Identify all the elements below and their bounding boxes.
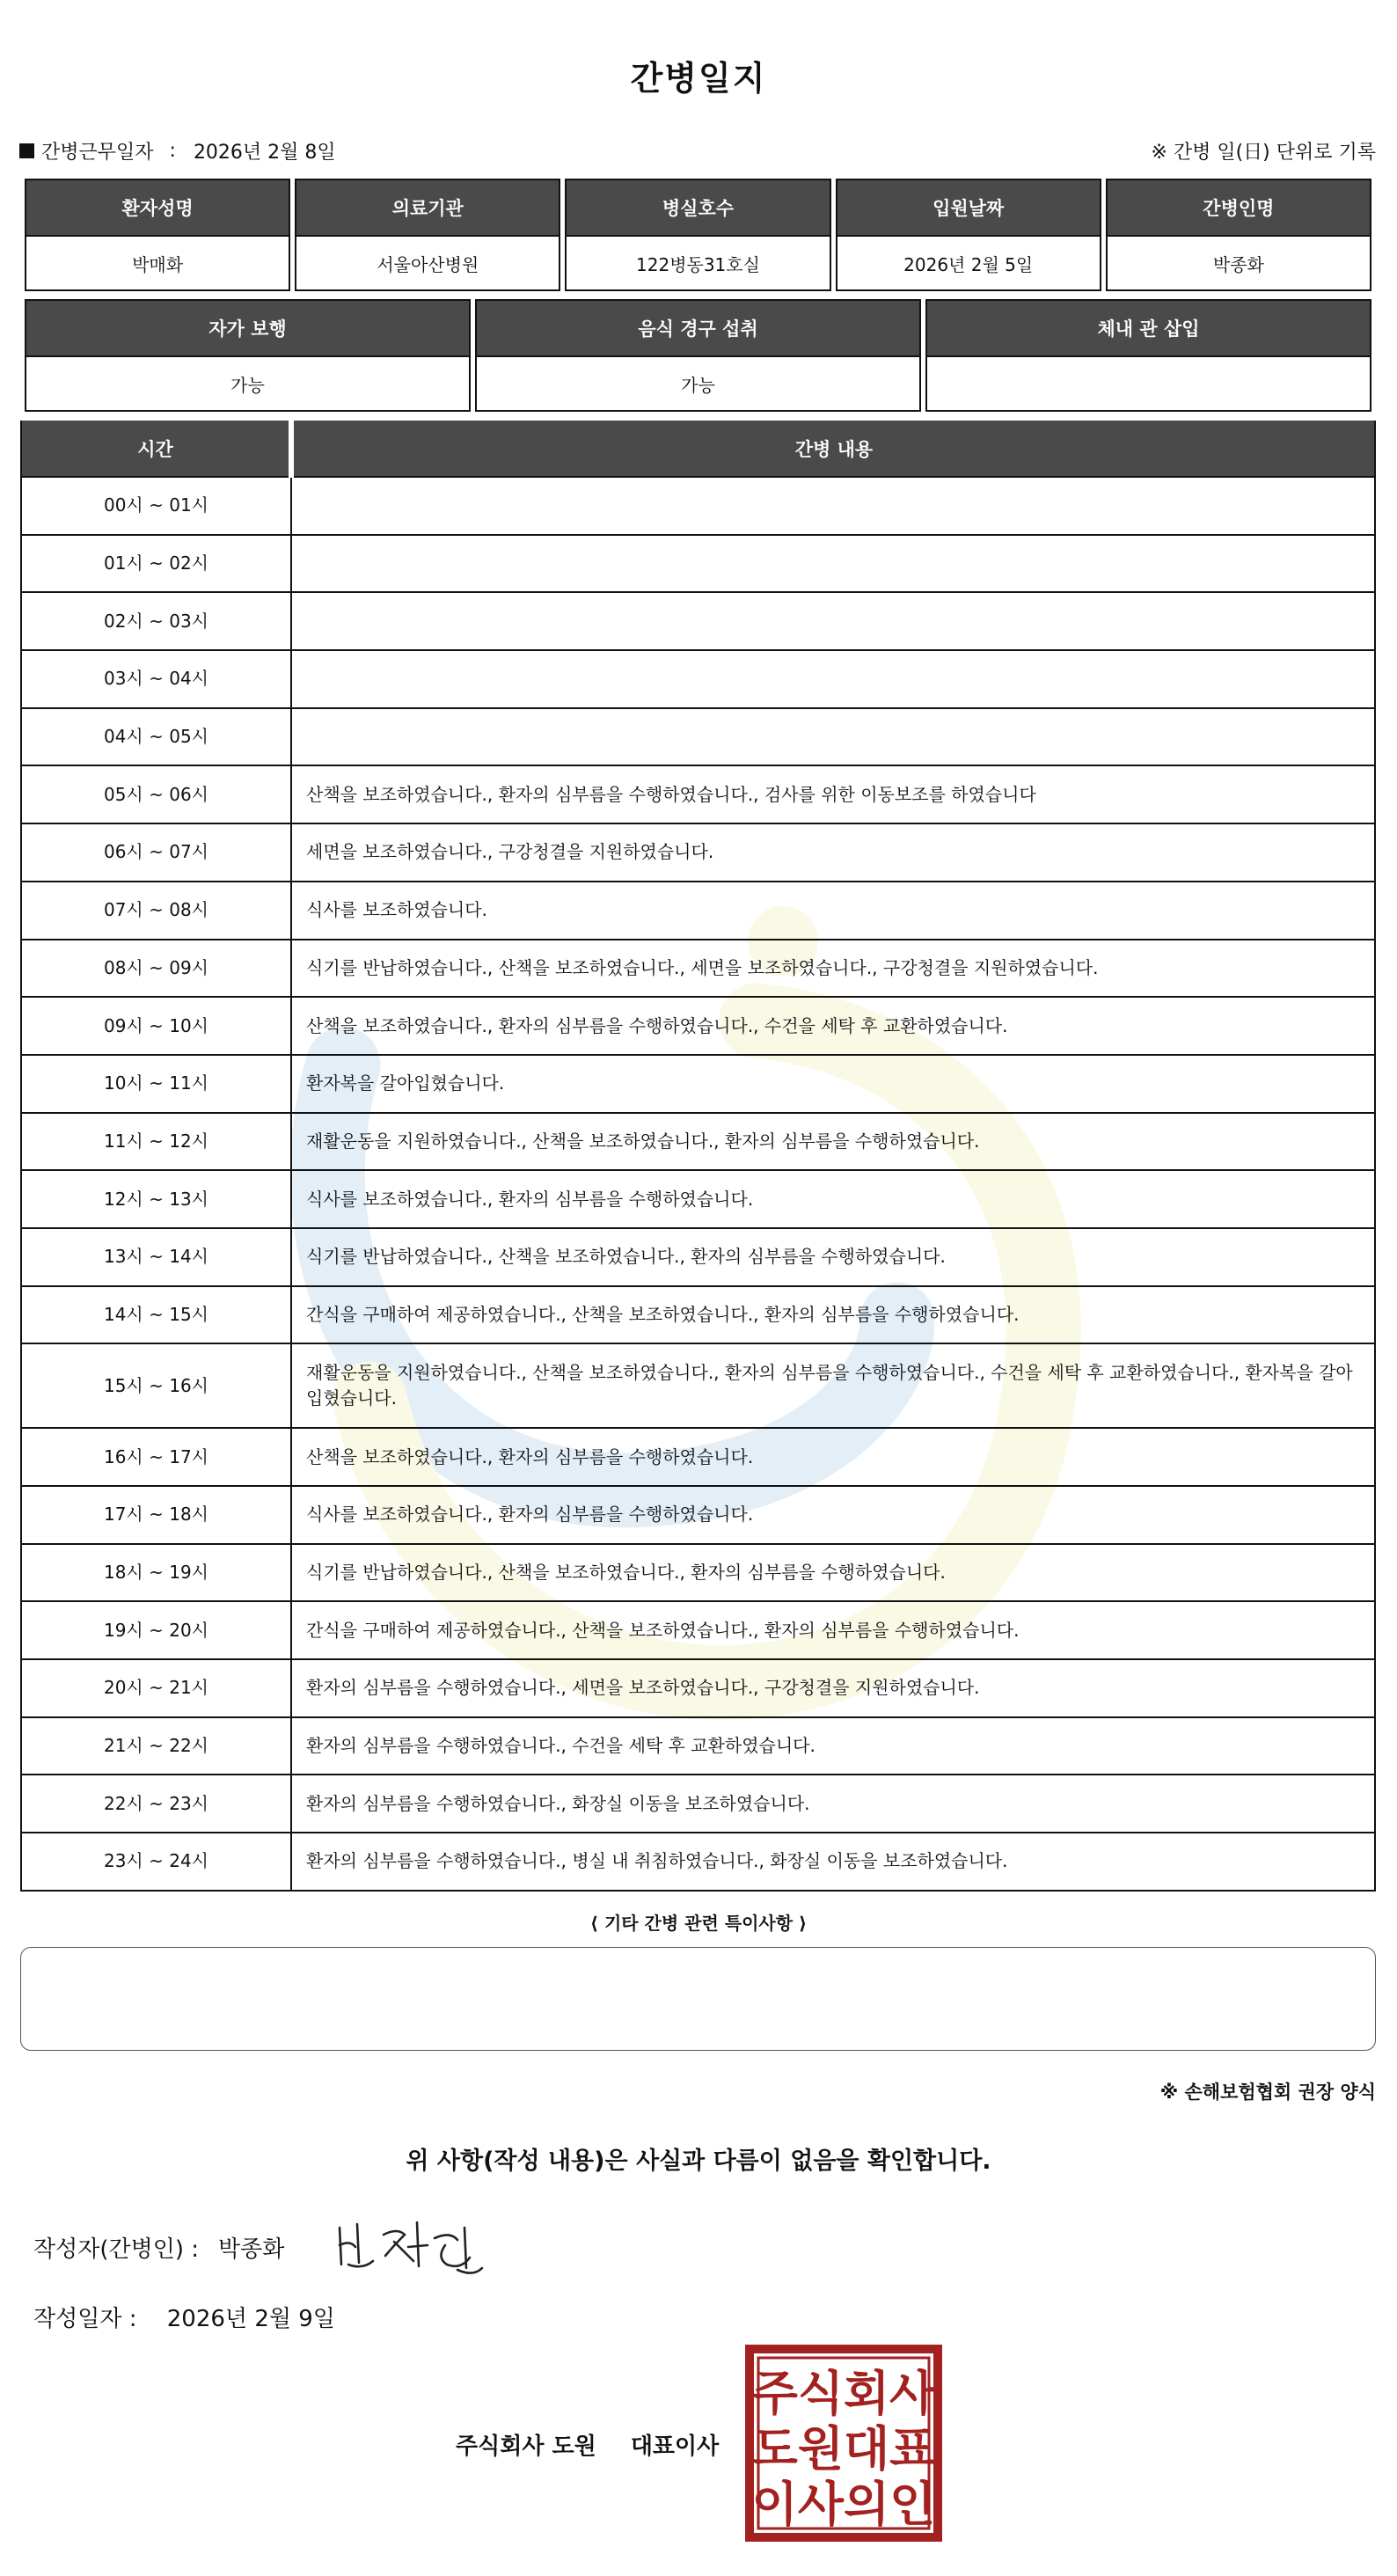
representative-title: 대표이사: [630, 2433, 720, 2460]
care-log-row: [21, 708, 1375, 766]
care-log-row: [21, 940, 1375, 998]
writer-line: [33, 2231, 284, 2264]
time-slot: 23시 ~ 24시: [21, 1833, 291, 1891]
header-tube-insertion: 체내 관 삽입: [925, 299, 1371, 357]
room-number: 122병동31호실: [565, 237, 830, 291]
patient-info-value-row: [25, 237, 1371, 291]
work-date-line: [19, 137, 336, 165]
time-slot: 02시 ~ 03시: [21, 592, 291, 650]
writer-name: 박종화: [218, 2236, 285, 2263]
care-content: 간식을 구매하여 제공하였습니다., 산책을 보조하였습니다., 환자의 심부름을 수행하였습니다.: [291, 1601, 1375, 1659]
care-content: 재활운동을 지원하였습니다., 산책을 보조하였습니다., 환자의 심부름을 수행하였습니다., 수건을 세탁 후 교환하였습니다., 환자복을 갈아입혔습니다.: [291, 1343, 1375, 1428]
care-log-row: [21, 1170, 1375, 1228]
care-log-row: [21, 650, 1375, 708]
care-log-row: [21, 882, 1375, 940]
company-seal-stamp: [744, 2344, 943, 2543]
care-log-row: [21, 765, 1375, 823]
care-content: 환자복을 갈아입혔습니다.: [291, 1055, 1375, 1113]
care-log-row: [21, 1717, 1375, 1775]
header-time: 시간: [21, 421, 291, 477]
tube-insertion-value: [925, 357, 1371, 412]
patient-name: 박매화: [25, 237, 290, 291]
time-slot: 12시 ~ 13시: [21, 1170, 291, 1228]
company-line: [456, 2428, 719, 2461]
record-note: ※ 간병 일(日) 단위로 기록: [1151, 142, 1376, 164]
time-slot: 07시 ~ 08시: [21, 882, 291, 940]
self-walking-value: 가능: [25, 357, 471, 412]
care-content: 식사를 보조하였습니다., 환자의 심부름을 수행하였습니다.: [291, 1486, 1375, 1544]
time-slot: 18시 ~ 19시: [21, 1544, 291, 1602]
hospital-name: 서울아산병원: [295, 237, 560, 291]
care-log-row: [21, 1343, 1375, 1428]
care-log-row: [21, 477, 1375, 535]
care-content: 재활운동을 지원하였습니다., 산책을 보조하였습니다., 환자의 심부름을 수행하였습니다.: [291, 1113, 1375, 1171]
care-content: 식기를 반납하였습니다., 산책을 보조하였습니다., 세면을 보조하였습니다., 구강청결을 지원하였습니다.: [291, 940, 1375, 998]
status-header-row: [25, 299, 1371, 357]
header-hospital: 의료기관: [295, 179, 560, 237]
care-log-row: [21, 1601, 1375, 1659]
time-slot: 08시 ~ 09시: [21, 940, 291, 998]
header-admission-date: 입원날짜: [836, 179, 1101, 237]
notes-box: [20, 1947, 1376, 2051]
care-log-row: [21, 535, 1375, 593]
time-slot: 14시 ~ 15시: [21, 1286, 291, 1344]
written-date-line: [33, 2301, 335, 2333]
care-log-row: [21, 1428, 1375, 1486]
status-value-row: [25, 357, 1371, 412]
header-oral-intake: 음식 경구 섭취: [475, 299, 921, 357]
care-content: 환자의 심부름을 수행하였습니다., 세면을 보조하였습니다., 구강청결을 지원하였습니다.: [291, 1659, 1375, 1717]
time-slot: 13시 ~ 14시: [21, 1228, 291, 1286]
time-slot: 00시 ~ 01시: [21, 477, 291, 535]
care-log-row: [21, 1228, 1375, 1286]
time-slot: 17시 ~ 18시: [21, 1486, 291, 1544]
care-content: 환자의 심부름을 수행하였습니다., 병실 내 취침하였습니다., 화장실 이동을 보조하였습니다.: [291, 1833, 1375, 1891]
care-content: 식기를 반납하였습니다., 산책을 보조하였습니다., 환자의 심부름을 수행하였습니다.: [291, 1544, 1375, 1602]
confirmation-statement: 위 사항(작성 내용)은 사실과 다름이 없음을 확인합니다.: [406, 2148, 991, 2175]
time-slot: 03시 ~ 04시: [21, 650, 291, 708]
time-slot: 11시 ~ 12시: [21, 1113, 291, 1171]
time-slot: 20시 ~ 21시: [21, 1659, 291, 1717]
care-log-table: [20, 421, 1376, 1892]
care-log-row: [21, 997, 1375, 1055]
time-slot: 06시 ~ 07시: [21, 823, 291, 882]
time-slot: 15시 ~ 16시: [21, 1343, 291, 1428]
time-slot: 10시 ~ 11시: [21, 1055, 291, 1113]
care-content: 환자의 심부름을 수행하였습니다., 수건을 세탁 후 교환하였습니다.: [291, 1717, 1375, 1775]
care-log-row: [21, 1286, 1375, 1344]
patient-info-header-row: [25, 179, 1371, 237]
care-content: [291, 592, 1375, 650]
time-slot: 01시 ~ 02시: [21, 535, 291, 593]
care-content: 식사를 보조하였습니다., 환자의 심부름을 수행하였습니다.: [291, 1170, 1375, 1228]
work-date-label: 간병근무일자: [41, 142, 154, 164]
svg-text:주식회사: 주식회사: [751, 2366, 936, 2421]
care-log-row: [21, 592, 1375, 650]
care-log-row: [21, 1055, 1375, 1113]
care-content: 식기를 반납하였습니다., 산책을 보조하였습니다., 환자의 심부름을 수행하였습니다.: [291, 1228, 1375, 1286]
time-slot: 19시 ~ 20시: [21, 1601, 291, 1659]
care-content: 식사를 보조하였습니다.: [291, 882, 1375, 940]
patient-info-table: [20, 179, 1376, 291]
admission-date: 2026년 2월 5일: [836, 237, 1101, 291]
written-date-label: 작성일자 :: [33, 2306, 137, 2332]
status-info-table: [20, 299, 1376, 412]
square-bullet-icon: [19, 143, 34, 158]
caregiver-name: 박종화: [1106, 237, 1371, 291]
care-log-row: [21, 1659, 1375, 1717]
writer-label: 작성자(간병인) :: [33, 2236, 200, 2263]
header-self-walking: 자가 보행: [25, 299, 471, 357]
header-room: 병실호수: [565, 179, 830, 237]
care-log-header-row: [21, 421, 1375, 477]
time-slot: 21시 ~ 22시: [21, 1717, 291, 1775]
work-date-value: 2026년 2월 8일: [193, 142, 336, 164]
care-content: 산책을 보조하였습니다., 환자의 심부름을 수행하였습니다.: [291, 1428, 1375, 1486]
svg-text:도원대표: 도원대표: [751, 2421, 936, 2477]
care-log-row: [21, 1113, 1375, 1171]
care-content: 산책을 보조하였습니다., 환자의 심부름을 수행하였습니다., 수건을 세탁 후 교환하였습니다.: [291, 997, 1375, 1055]
care-log-row: [21, 1833, 1375, 1891]
header-caregiver-name: 간병인명: [1106, 179, 1371, 237]
care-log-row: [21, 1544, 1375, 1602]
oral-intake-value: 가능: [475, 357, 921, 412]
time-slot: 16시 ~ 17시: [21, 1428, 291, 1486]
written-date-value: 2026년 2월 9일: [166, 2306, 335, 2332]
time-slot: 04시 ~ 05시: [21, 708, 291, 766]
care-content: [291, 535, 1375, 593]
notes-title: ⟨ 기타 간병 관련 특이사항 ⟩: [589, 1913, 808, 1934]
care-content: [291, 650, 1375, 708]
header-care-content: 간병 내용: [291, 421, 1375, 477]
time-slot: 09시 ~ 10시: [21, 997, 291, 1055]
care-log-body: [21, 477, 1375, 1891]
company-name: 주식회사 도원: [456, 2433, 596, 2460]
care-content: 환자의 심부름을 수행하였습니다., 화장실 이동을 보조하였습니다.: [291, 1775, 1375, 1833]
time-slot: 05시 ~ 06시: [21, 765, 291, 823]
care-content: [291, 477, 1375, 535]
care-content: 산책을 보조하였습니다., 환자의 심부름을 수행하였습니다., 검사를 위한 이동보조를 하였습니다: [291, 765, 1375, 823]
svg-text:이사의인: 이사의인: [751, 2477, 936, 2532]
care-log-row: [21, 823, 1375, 882]
care-log-row: [21, 1775, 1375, 1833]
document-title: 간병일지: [630, 59, 767, 98]
recommend-note: ※ 손해보험협회 권장 양식: [1159, 2082, 1376, 2103]
care-content: [291, 708, 1375, 766]
handwritten-signature: [333, 2215, 491, 2280]
care-content: 간식을 구매하여 제공하였습니다., 산책을 보조하였습니다., 환자의 심부름을 수행하였습니다.: [291, 1286, 1375, 1344]
header-patient-name: 환자성명: [25, 179, 290, 237]
care-log-row: [21, 1486, 1375, 1544]
time-slot: 22시 ~ 23시: [21, 1775, 291, 1833]
care-content: 세면을 보조하였습니다., 구강청결을 지원하였습니다.: [291, 823, 1375, 882]
work-date-separator: :: [169, 140, 176, 162]
